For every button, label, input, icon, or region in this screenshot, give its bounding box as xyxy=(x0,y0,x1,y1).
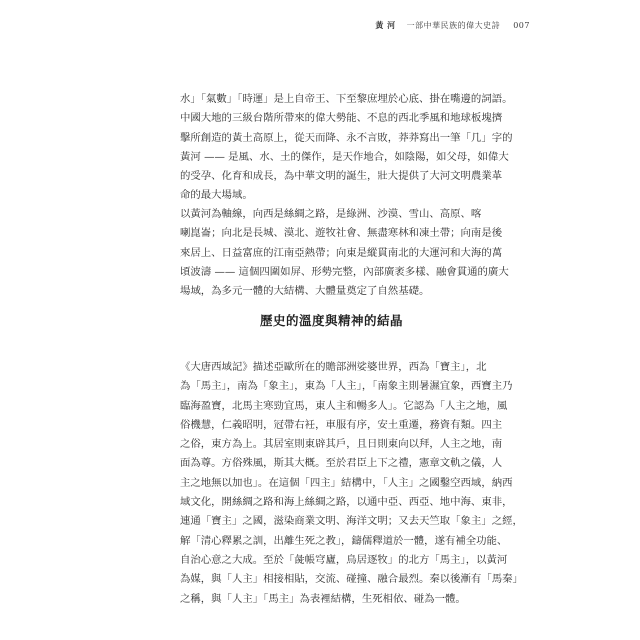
text-line: 之俗，東方為上。其居室則東辟其戶，且日則東向以拜，人主之地，南 xyxy=(180,438,503,451)
text-line: 中國大地的三級台階所帶來的偉大勢能、不息的西北季風和地球板塊擠 xyxy=(180,112,503,125)
text-line: 黃河 —— 是風、水、土的傑作，是天作地合，如陰陽，如父母，如偉大 xyxy=(180,150,509,163)
text-line: 臨海盈寶，北馬主寒勁宜馬，東人主和暢多人」。它認為「人主之地，風 xyxy=(180,399,508,412)
text-line: 為媒，與「人主」相接相貼，交流、碰撞、融合最烈。秦以後漸有「馬秦」 xyxy=(180,573,523,586)
text-line: 以黃河為軸線，向西是絲綢之路，是綠洲、沙漠、雪山、高原、喀 xyxy=(180,208,482,220)
running-header xyxy=(375,20,530,31)
text-line: 連通「寶主」之國，滋染商業文明、海洋文明；又去天竺取「象主」之經， xyxy=(180,515,523,528)
text-line: 水」「氣數」「時運」是上自帝王、下至黎庶埋於心底、掛在嘴邊的詞語。 xyxy=(180,93,513,105)
text-line: 的受孕、化育和成長，為中華文明的誕生，壯大提供了大河文明農業革 xyxy=(180,170,503,183)
text-line: 為「馬主」，南為「象主」，東為「人主」，「南象主則暑濕宜象，西寶主乃 xyxy=(180,380,513,393)
text-line: 主之地無以加也」。在這個「四主」結構中，「人主」之國鑿空西域，納西 xyxy=(180,476,513,489)
text-line: 解「清心釋累之訓，出離生死之教」，鑄儒釋道於一體，遂有補全功能、 xyxy=(180,534,508,547)
paragraph-2 xyxy=(180,205,509,301)
text-line: 擊所創造的黃土高原上，從天而降、永不言敗，莽莽寫出一筆「几」字的 xyxy=(180,131,513,144)
section-heading: 歷史的溫度與精神的結晶 xyxy=(259,313,403,328)
text-line: 《大唐西域記》描述亞歐所在的贍部洲娑婆世界，西為「寶主」，北 xyxy=(180,361,487,373)
header-book-subtitle: 一部中華民族的偉大史詩 xyxy=(406,21,501,30)
header-book-title: 黃 河 xyxy=(375,20,396,30)
paragraph-1 xyxy=(180,90,513,206)
text-line: 命的最大場域。 xyxy=(180,189,253,202)
text-line: 之稱，與「人主」「馬主」為表裡結構，生死相依、碰為一體。 xyxy=(180,592,466,605)
text-line: 俗機慧，仁義昭明，冠帶右衽，車服有序，安土重遷，務資有類。四主 xyxy=(180,418,503,431)
text-line: 域文化，開絲綢之路和海上絲綢之路，以通中亞、西亞、地中海、東非， xyxy=(180,496,513,509)
text-line: 自治心意之大成。至於「彘帳穹廬，鳥居逐牧」的北方「馬主」，以黃河 xyxy=(180,553,508,566)
text-line: 面為尊。方俗殊風，斯其大概。至於君臣上下之禮，憲章文軌之儀，人 xyxy=(180,457,503,470)
page-number: 007 xyxy=(513,21,530,30)
text-line: 場域，為多元一體的大結構、大體量奠定了自然基礎。 xyxy=(180,285,430,298)
text-line: 來居上、日益富庶的江南亞熱帶；向東是縱貫南北的大運河和大海的萬 xyxy=(180,246,503,259)
text-line: 喇崑崙；向北是長城、漠北、遊牧社會、無盡寒林和凍土帶；向南是後 xyxy=(180,227,503,240)
paragraph-3 xyxy=(180,358,523,609)
text-line: 頃波濤 —— 這個四圍如屏、形勢完整，內部廣袤多樣、融會貫通的廣大 xyxy=(180,265,509,278)
